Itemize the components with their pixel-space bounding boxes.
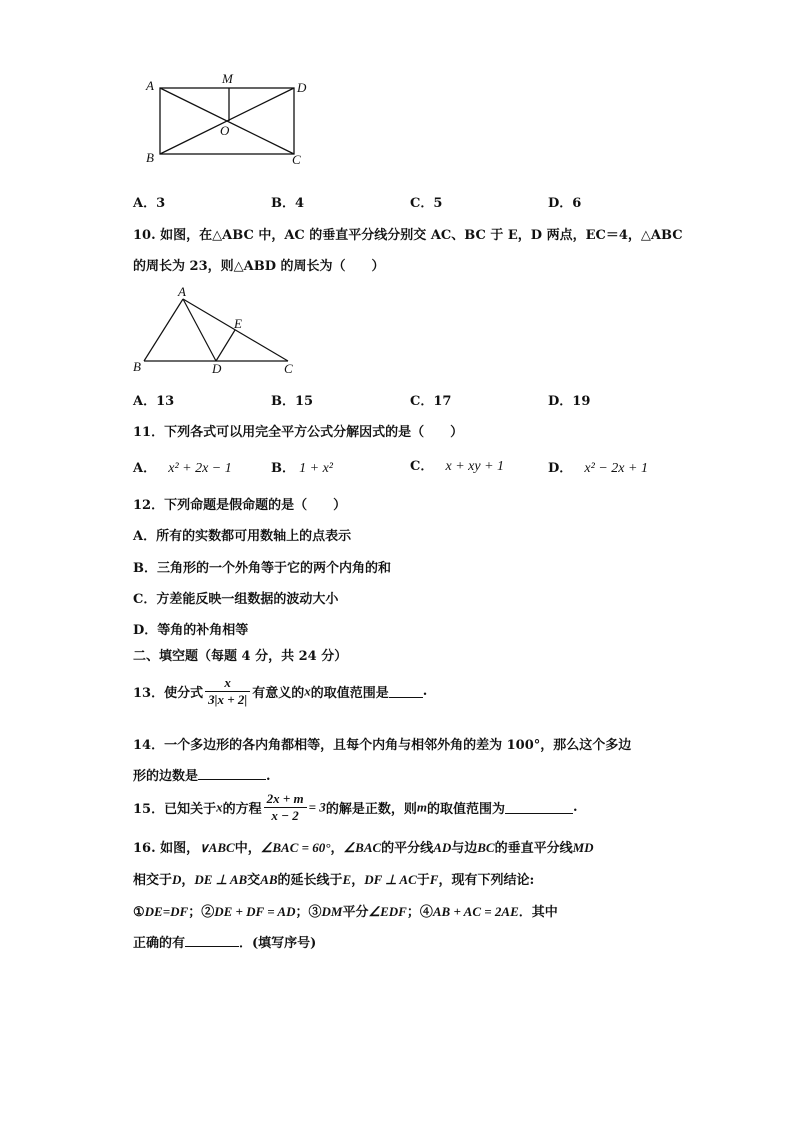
text: 中， [234, 841, 261, 856]
text: ① [133, 905, 145, 920]
q16-line3 [133, 901, 558, 920]
math: E [342, 872, 352, 887]
text: 交 [247, 873, 261, 888]
q16-line1 [133, 837, 594, 856]
label-E: E [234, 316, 242, 331]
section-heading: 二、填空题（每题 4 分，共 24 分） [133, 649, 348, 664]
q16-line4-end: ．(填写序号) [239, 936, 317, 951]
label-O: O [220, 123, 230, 138]
segment-de [216, 330, 235, 361]
option-expr: x + xy + 1 [445, 459, 505, 474]
option-expr: x² − 2x + 1 [584, 461, 648, 476]
text: 与边 [451, 841, 478, 856]
q15-eq: = 3 [308, 799, 326, 815]
q12-option-c: C．方差能反映一组数据的波动大小 [133, 592, 339, 607]
text: 16. 如图， [133, 841, 200, 856]
q13-var: x [304, 683, 311, 699]
q11-option-d [548, 457, 648, 477]
q16-line2 [133, 869, 534, 888]
math: BC [477, 840, 495, 855]
q14-line2 [133, 765, 271, 784]
option-label: B． [271, 461, 295, 476]
q11-option-b [271, 457, 333, 477]
side-ab [144, 299, 183, 361]
q13-end: . [422, 684, 428, 699]
q9-option-b: B．4 [271, 196, 305, 211]
q15-post: 的取值范围为 [426, 802, 505, 817]
q15-fraction [264, 791, 307, 824]
text: 于 [416, 873, 430, 888]
label-A: A [178, 284, 186, 299]
math: AB + AC = 2AE [432, 904, 519, 919]
q15-answer-blank[interactable] [505, 801, 573, 814]
q9-option-a: A．3 [133, 196, 166, 211]
q16-line4-text: 正确的有 [133, 936, 186, 951]
q13-mid: 有意义的 [252, 686, 305, 701]
q13-pre: 13．使分式 [133, 686, 204, 701]
q13-fraction [205, 675, 250, 708]
text: 相交于 [133, 873, 173, 888]
option-label: A． [133, 461, 157, 476]
option-label: D． [548, 461, 573, 476]
math: AD [433, 840, 452, 855]
triangle-figure [128, 283, 303, 378]
q12-stem: 12．下列命题是假命题的是（ ） [133, 498, 347, 513]
text: ， [351, 873, 365, 888]
q12-option-a: A．所有的实数都可用数轴上的点表示 [133, 529, 352, 544]
label-B: B [133, 359, 141, 374]
q14-end: . [266, 769, 271, 784]
q9-option-c: C．5 [410, 196, 443, 211]
q15-mid2: 的解是正数，则 [325, 802, 417, 817]
text: ， [330, 841, 344, 856]
q15-denominator: x − 2 [271, 808, 299, 823]
q11-option-a [133, 457, 232, 477]
math: AB [260, 872, 278, 887]
label-D: D [297, 80, 307, 95]
label-C: C [292, 152, 301, 167]
q15-var: x [216, 799, 223, 815]
q9-option-d: D．6 [548, 196, 582, 211]
option-expr: x² + 2x − 1 [168, 461, 232, 476]
q16-answer-blank[interactable] [185, 934, 239, 947]
text: 平分 [342, 905, 369, 920]
math: DE ⊥ AB [194, 872, 248, 887]
rectangle-figure [140, 70, 310, 170]
q13-denominator: 3|x + 2| [208, 692, 248, 707]
q14-line2-text: 形的边数是 [133, 769, 199, 784]
q15 [133, 791, 578, 824]
text: 的延长线于 [277, 873, 343, 888]
text: ；② [188, 905, 215, 920]
math: D [172, 872, 182, 887]
q11-option-c [410, 455, 504, 475]
text: 的垂直平分线 [494, 841, 573, 856]
math: MD [572, 840, 594, 855]
text: ．其中 [518, 905, 558, 920]
label-M: M [222, 71, 233, 86]
q10-line2: 的周长为 23，则△ABD 的周长为（ ） [133, 259, 385, 274]
text: ，现有下列结论: [438, 873, 535, 888]
math: ∠BAC = 60° [260, 840, 331, 855]
text: ；③ [295, 905, 322, 920]
label-B: B [146, 150, 154, 165]
math: ∨ABC [199, 840, 235, 855]
math: DE=DF [144, 904, 189, 919]
q13-answer-blank[interactable] [389, 685, 423, 698]
q15-var2: m [416, 799, 427, 815]
q12-option-b: B．三角形的一个外角等于它的两个内角的和 [133, 561, 391, 576]
q15-end: . [572, 800, 578, 815]
q15-pre: 15．已知关于 [133, 802, 217, 817]
q12-option-d: D．等角的补角相等 [133, 623, 249, 638]
q11-stem: 11．下列各式可以用完全平方公式分解因式的是（ ） [133, 425, 464, 440]
label-C: C [284, 361, 293, 376]
q10-option-b: B．15 [271, 394, 314, 409]
label-A: A [146, 78, 154, 93]
math: F [429, 872, 439, 887]
q14-line1: 14．一个多边形的各内角都相等，且每个内角与相邻外角的差为 100°，那么这个多边 [133, 738, 632, 753]
math: DE + DF = AD [214, 904, 296, 919]
option-expr: 1 + x² [299, 461, 333, 476]
math: ∠EDF [368, 904, 407, 919]
math: ∠BAC [343, 840, 382, 855]
q16-line4 [133, 932, 316, 951]
text: 的平分线 [381, 841, 434, 856]
q14-answer-blank[interactable] [198, 767, 266, 780]
text: ， [181, 873, 195, 888]
q15-numerator: 2x + m [264, 791, 307, 808]
label-D: D [212, 361, 222, 376]
option-label: C． [410, 459, 434, 474]
q10-option-d: D．19 [548, 394, 591, 409]
q10-line1: 10. 如图，在△ABC 中，AC 的垂直平分线分别交 AC、BC 于 E，D 两点，EC＝4，△ABC [133, 228, 683, 243]
q13 [133, 675, 427, 708]
math: DM [321, 904, 343, 919]
text: ；④ [406, 905, 433, 920]
q10-option-c: C．17 [410, 394, 452, 409]
q13-numerator: x [205, 675, 250, 692]
q13-post: 的取值范围是 [310, 686, 389, 701]
q10-option-a: A．13 [133, 394, 175, 409]
math: DF ⊥ AC [364, 872, 417, 887]
q15-mid: 的方程 [222, 802, 262, 817]
